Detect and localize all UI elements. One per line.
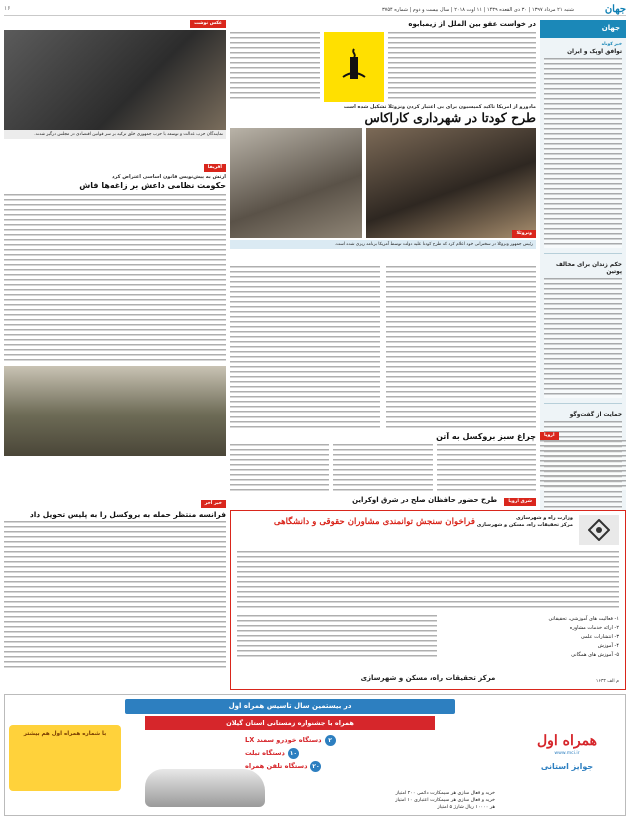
rail-title: حکم زندان برای مخالف پوتین	[555, 261, 622, 275]
top-story-title: در خواست عفو بین الملل از زیمبابوه	[408, 20, 536, 28]
middle-story	[230, 432, 536, 494]
ad-prize: ۲دستگاه خودرو سمند LX	[245, 735, 336, 746]
top-story-body-2	[230, 32, 320, 102]
ad-strip: خرید و فعال سازی هر سیمکارت دائمی ۲۰۰ امتیاز خرید و فعال سازی هر سیمکارت اعتباری ۱۰ امتیاز هر ۱۰۰۰۰ ریال شارژ ۵ امتیاز	[395, 791, 495, 810]
ad-brand	[517, 733, 617, 772]
rail-body	[544, 278, 622, 398]
left-bottom-title: فرانسه منتظر حمله به بروکسل را به پلیس تحویل داد	[29, 509, 226, 519]
column-story	[4, 164, 226, 464]
left-bottom-story	[4, 500, 226, 690]
ad-brand-sub: جوایز استانی	[540, 762, 594, 772]
notice-title: فراخوان سنجش توانمندی مشاوران حقوقی و دانشگاهی	[273, 517, 475, 527]
rail-title: حمایت از گفت‌وگو	[569, 412, 622, 419]
notice-body	[237, 551, 619, 611]
notice-org-sub: مرکز تحقیقات راه، مسکن و شهرسازی	[476, 522, 573, 528]
lead-caption: رئیس جمهور ونزوئلا در سخنرانی خود اعلام کرد که طرح کودتا علیه دولت توسط آمریکا برنامه ریزی شده است.	[230, 240, 536, 262]
europe-story	[540, 432, 626, 494]
ad-banner: در بیستمین سال تاسیس همراه اول	[125, 699, 455, 714]
rail-section	[540, 38, 626, 250]
column-story-title: حکومت نظامی دا‌عش بر زاغه‌ها فاش	[79, 180, 226, 190]
page-number: ۱۶	[4, 5, 11, 12]
ministry-emblem-icon	[579, 515, 619, 545]
photo-caption: نمایندگان حزب عدالت و توسعه با حزب جمهوری خلق ترکیه بر سر قوانین اقتصادی در مجلس درگیر شدند.	[4, 130, 226, 139]
notice-item: ۴- آموزش	[597, 643, 619, 649]
column-story-kicker: ارتش به پیش‌نویس قانون اساسی اعتراض کرد	[111, 173, 226, 180]
lead-section-label: ونزوئلا	[512, 230, 536, 238]
photo-story-label: عکس نوشت	[190, 20, 226, 28]
left-bottom-label: خبر آخر	[201, 500, 226, 508]
notice-item: ۱- فعالیت های آموزشی، تحقیقاتی	[548, 616, 619, 622]
convoy-photo	[4, 366, 226, 456]
rail-tab: جهان	[540, 20, 626, 38]
page-header	[4, 4, 626, 16]
candle-logo-icon	[324, 32, 384, 102]
notice-code: م الف ۱۶۳۳	[595, 679, 619, 685]
lead-heading	[230, 104, 536, 126]
rail-title: توافق اوپک و ایران	[567, 48, 622, 55]
column-story-label: آفریقا	[204, 164, 226, 172]
lead-photo-1	[366, 128, 536, 238]
lead-body-left	[230, 266, 380, 430]
notice-items	[469, 615, 619, 660]
lead-photo-2	[230, 128, 362, 238]
photo-story	[4, 20, 226, 160]
column-story-body	[4, 194, 226, 362]
notice-item: ۵- آموزش های همگانی	[571, 652, 619, 658]
ad-prize: ۱۰دستگاه تبلت	[245, 749, 298, 757]
notice-org: وزارت راه و شهرسازی	[515, 515, 573, 521]
section-logo: جهان	[604, 4, 626, 15]
issue-info: شنبه ۲۱ مرداد ۱۳۹۷ | ۳۰ ذی القعده ۱۴۳۹ | ۱۱ اوت ۲۰۱۸ | سال بیست و دوم | شماره ۳۷۵۴	[381, 7, 574, 13]
notice-item: ۳- انتشارات علمی	[580, 634, 619, 640]
ad-subbanner: همراه با جشنواره زمستانی استان گیلان	[145, 716, 435, 730]
notice-footer: مرکز تحقیقات راه، مسکن و شهرسازی	[360, 674, 496, 683]
notice-item: ۲- ارائه خدمات مشاوره	[569, 625, 619, 631]
official-notice	[230, 510, 626, 690]
ukraine-title: طرح حضور حافظان صلح در شرق اوکراین	[352, 496, 498, 504]
lead-kicker: مادورو از آمریکا تاکید کمیسیون برای بی اعتبار کردن ونزوئلا تشکیل شده است	[343, 104, 536, 110]
rail-body	[544, 58, 622, 248]
top-story-body	[388, 32, 536, 102]
rail-section	[540, 257, 626, 400]
ad-prize: ۲۰دستگاه تلفن همراه	[245, 762, 320, 770]
ukraine-heading	[230, 496, 536, 510]
ad-lottery: با شماره همراه اول هم بیشتر	[9, 725, 121, 791]
lead-title: طرح کودتا در شهرداری کاراکاس	[364, 110, 536, 126]
europe-label: اروپا	[540, 432, 559, 440]
ad-website: www.mci.ir	[554, 750, 580, 756]
scuffle-photo	[4, 30, 226, 130]
mci-logo-icon: همراه اول	[536, 733, 598, 749]
ukraine-label: شرق اروپا	[504, 498, 536, 506]
lead-body-right	[386, 266, 536, 430]
top-story	[230, 20, 536, 102]
mci-advertisement	[4, 694, 626, 816]
middle-story-title: چراغ سبز بروکسل به آتن	[436, 432, 536, 441]
car-image	[145, 769, 265, 807]
rail-kicker: خبر کوتاه	[601, 42, 622, 47]
